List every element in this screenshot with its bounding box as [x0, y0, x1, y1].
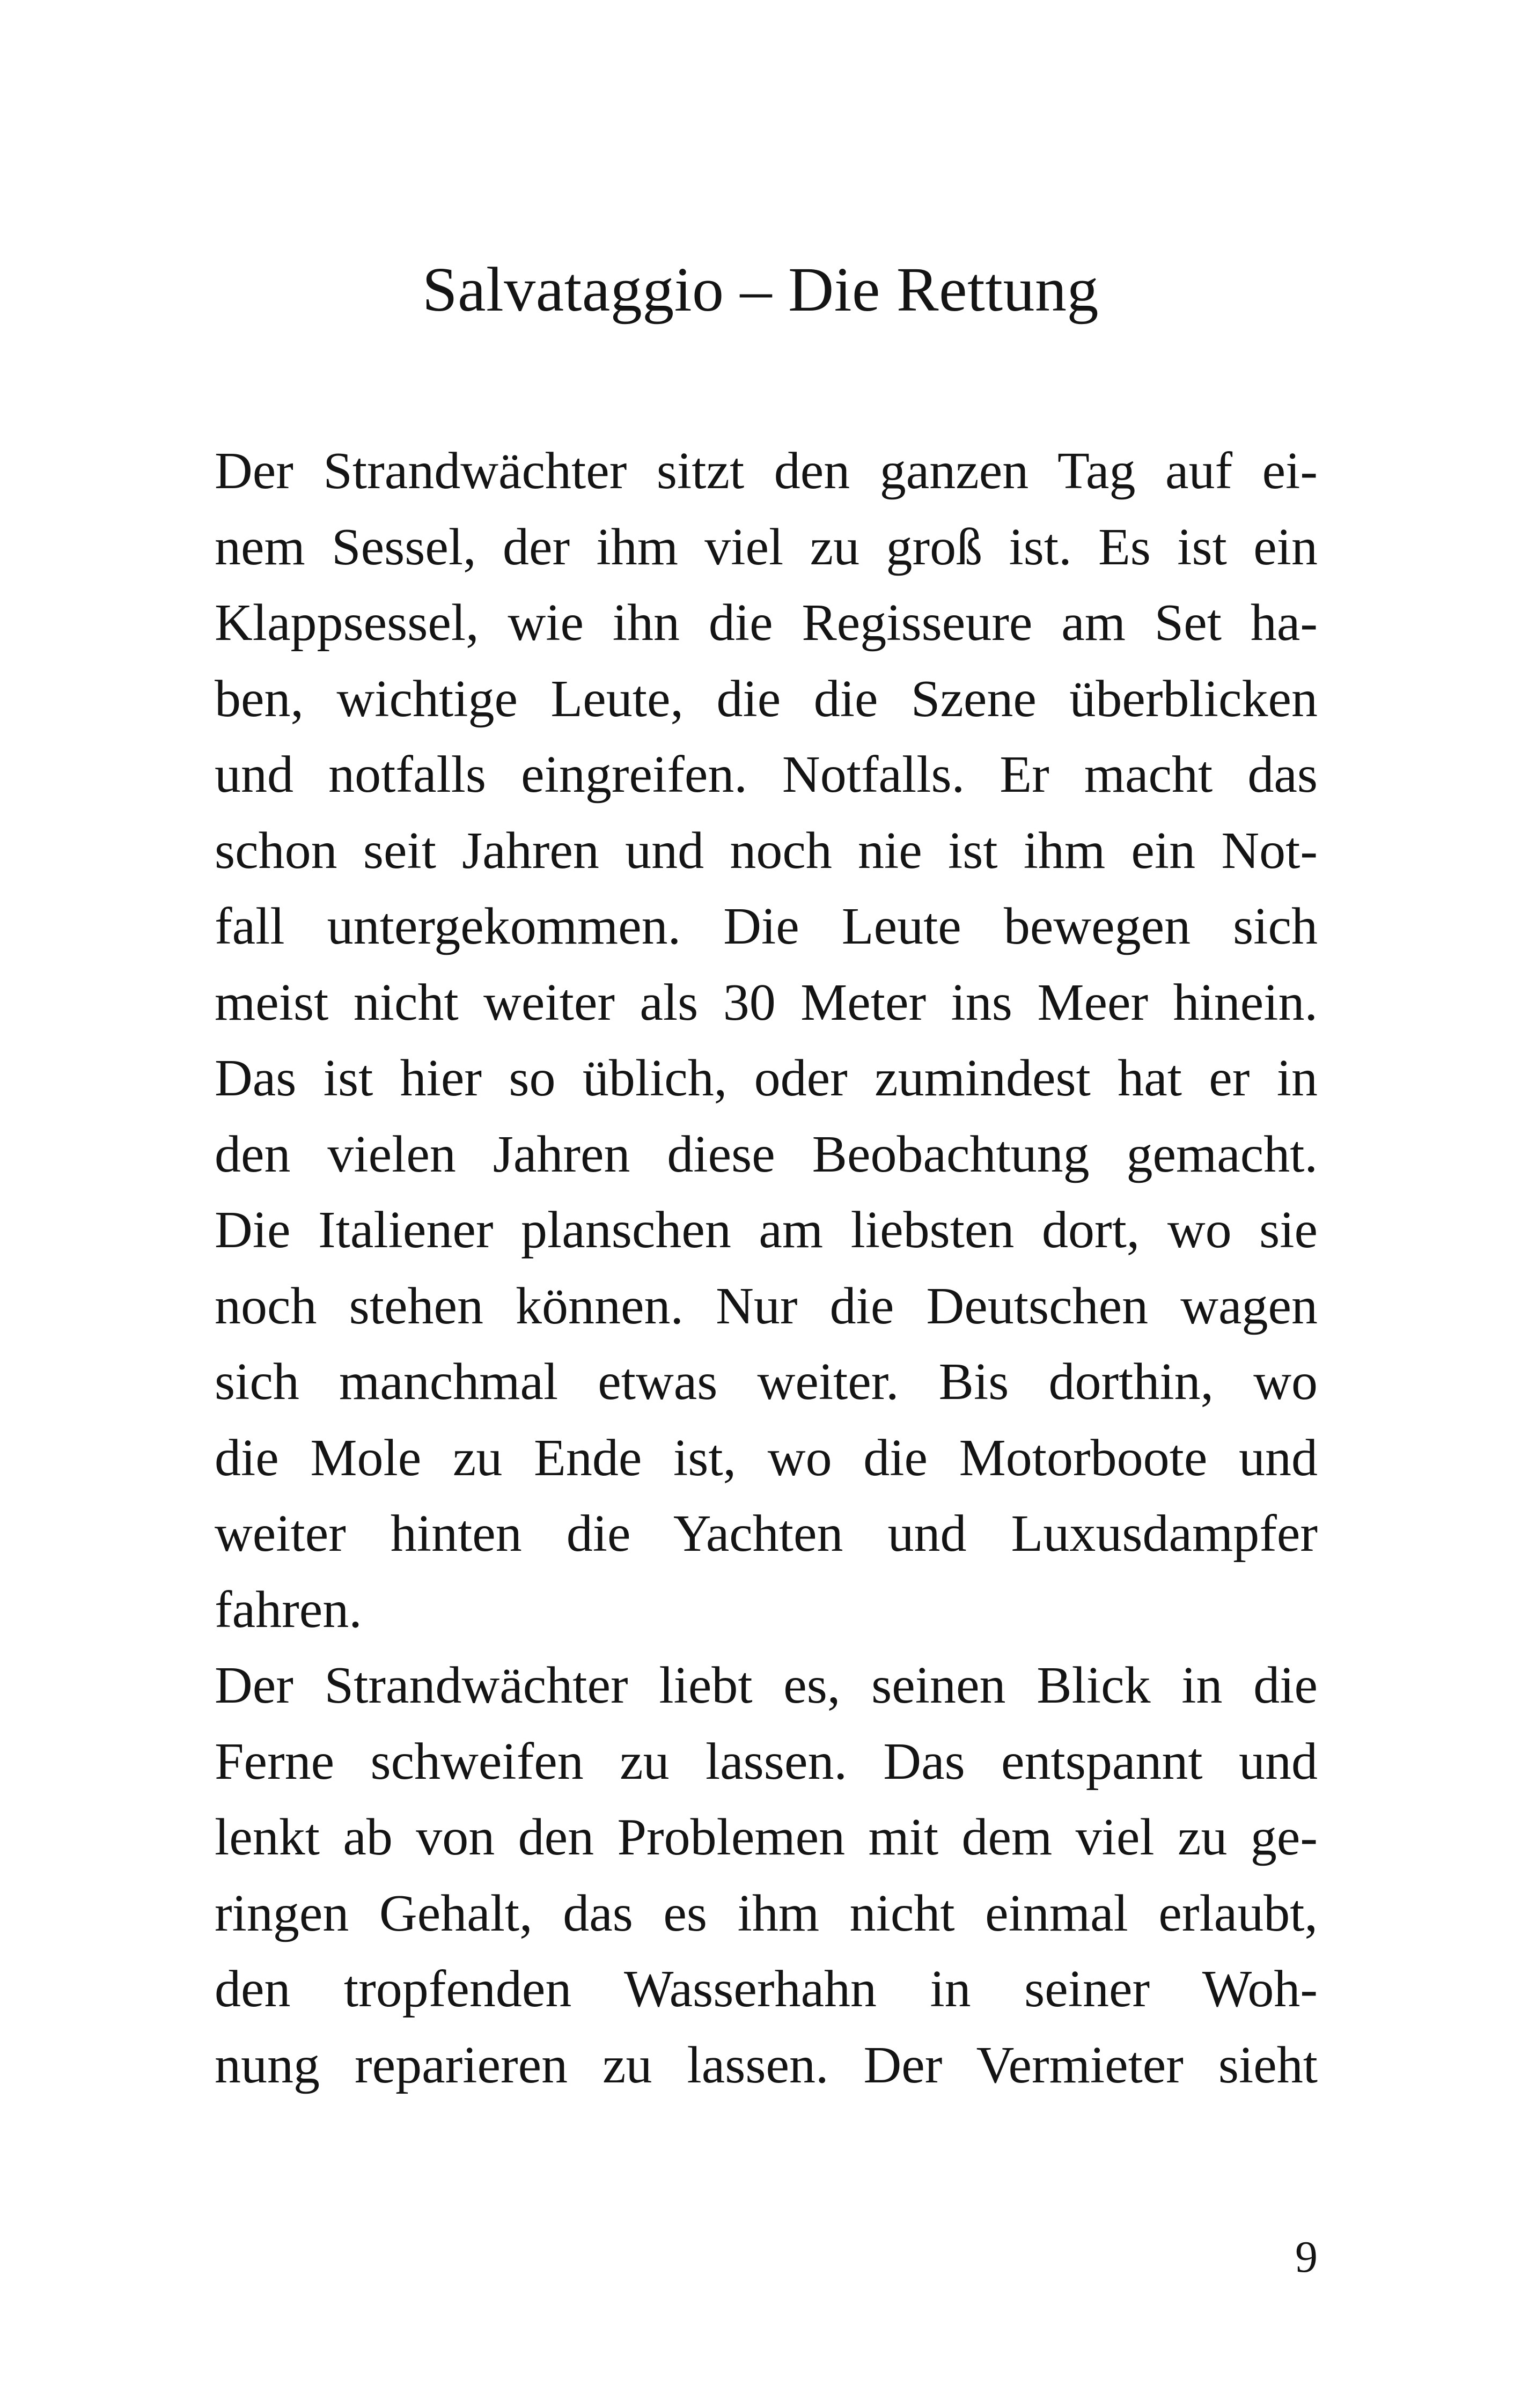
text-line: fall untergekommen. Die Leute bewegen sich: [215, 897, 1318, 955]
text-line: Klappsessel, wie ihn die Regisseure am Set ha-: [215, 594, 1318, 652]
text-line: meist nicht weiter als 30 Meter ins Meer hinein.: [215, 973, 1318, 1032]
text-line: ben, wichtige Leute, die die Szene überblicken: [215, 669, 1318, 728]
text-line: weiter hinten die Yachten und Luxusdampfer: [215, 1505, 1318, 1563]
chapter-title: Salvataggio – Die Rettung: [422, 254, 1099, 325]
text-line: den tropfenden Wasserhahn in seiner Woh-: [215, 1960, 1318, 2018]
text-line: die Mole zu Ende ist, wo die Motorboote und: [215, 1428, 1318, 1487]
text-line: schon seit Jahren und noch nie ist ihm ein Not-: [215, 821, 1318, 880]
text-line: sich manchmal etwas weiter. Bis dorthin, wo: [215, 1353, 1318, 1411]
text-line: nung reparieren zu lassen. Der Vermieter sieht: [215, 2036, 1318, 2094]
paragraph-end-line: fahren.: [215, 1580, 362, 1639]
page-number: 9: [1295, 2232, 1318, 2282]
text-line: Der Strandwächter liebt es, seinen Blick in die: [215, 1656, 1318, 1714]
text-line: nem Sessel, der ihm viel zu groß ist. Es ist ein: [215, 518, 1318, 576]
text-line: lenkt ab von den Problemen mit dem viel zu ge-: [215, 1808, 1318, 1866]
text-line: Ferne schweifen zu lassen. Das entspannt und: [215, 1732, 1318, 1791]
text-line: und notfalls eingreifen. Notfalls. Er macht das: [215, 746, 1318, 804]
text-line: Die Italiener planschen am liebsten dort, wo sie: [215, 1201, 1318, 1259]
body-text: [215, 433, 1318, 2103]
text-line: den vielen Jahren diese Beobachtung gemacht.: [215, 1125, 1318, 1183]
text-line: ringen Gehalt, das es ihm nicht einmal erlaubt,: [215, 1884, 1318, 1942]
text-line: Das ist hier so üblich, oder zumindest hat er in: [215, 1049, 1318, 1107]
text-line: noch stehen können. Nur die Deutschen wagen: [215, 1277, 1318, 1335]
text-line: Der Strandwächter sitzt den ganzen Tag auf ei-: [215, 442, 1318, 500]
